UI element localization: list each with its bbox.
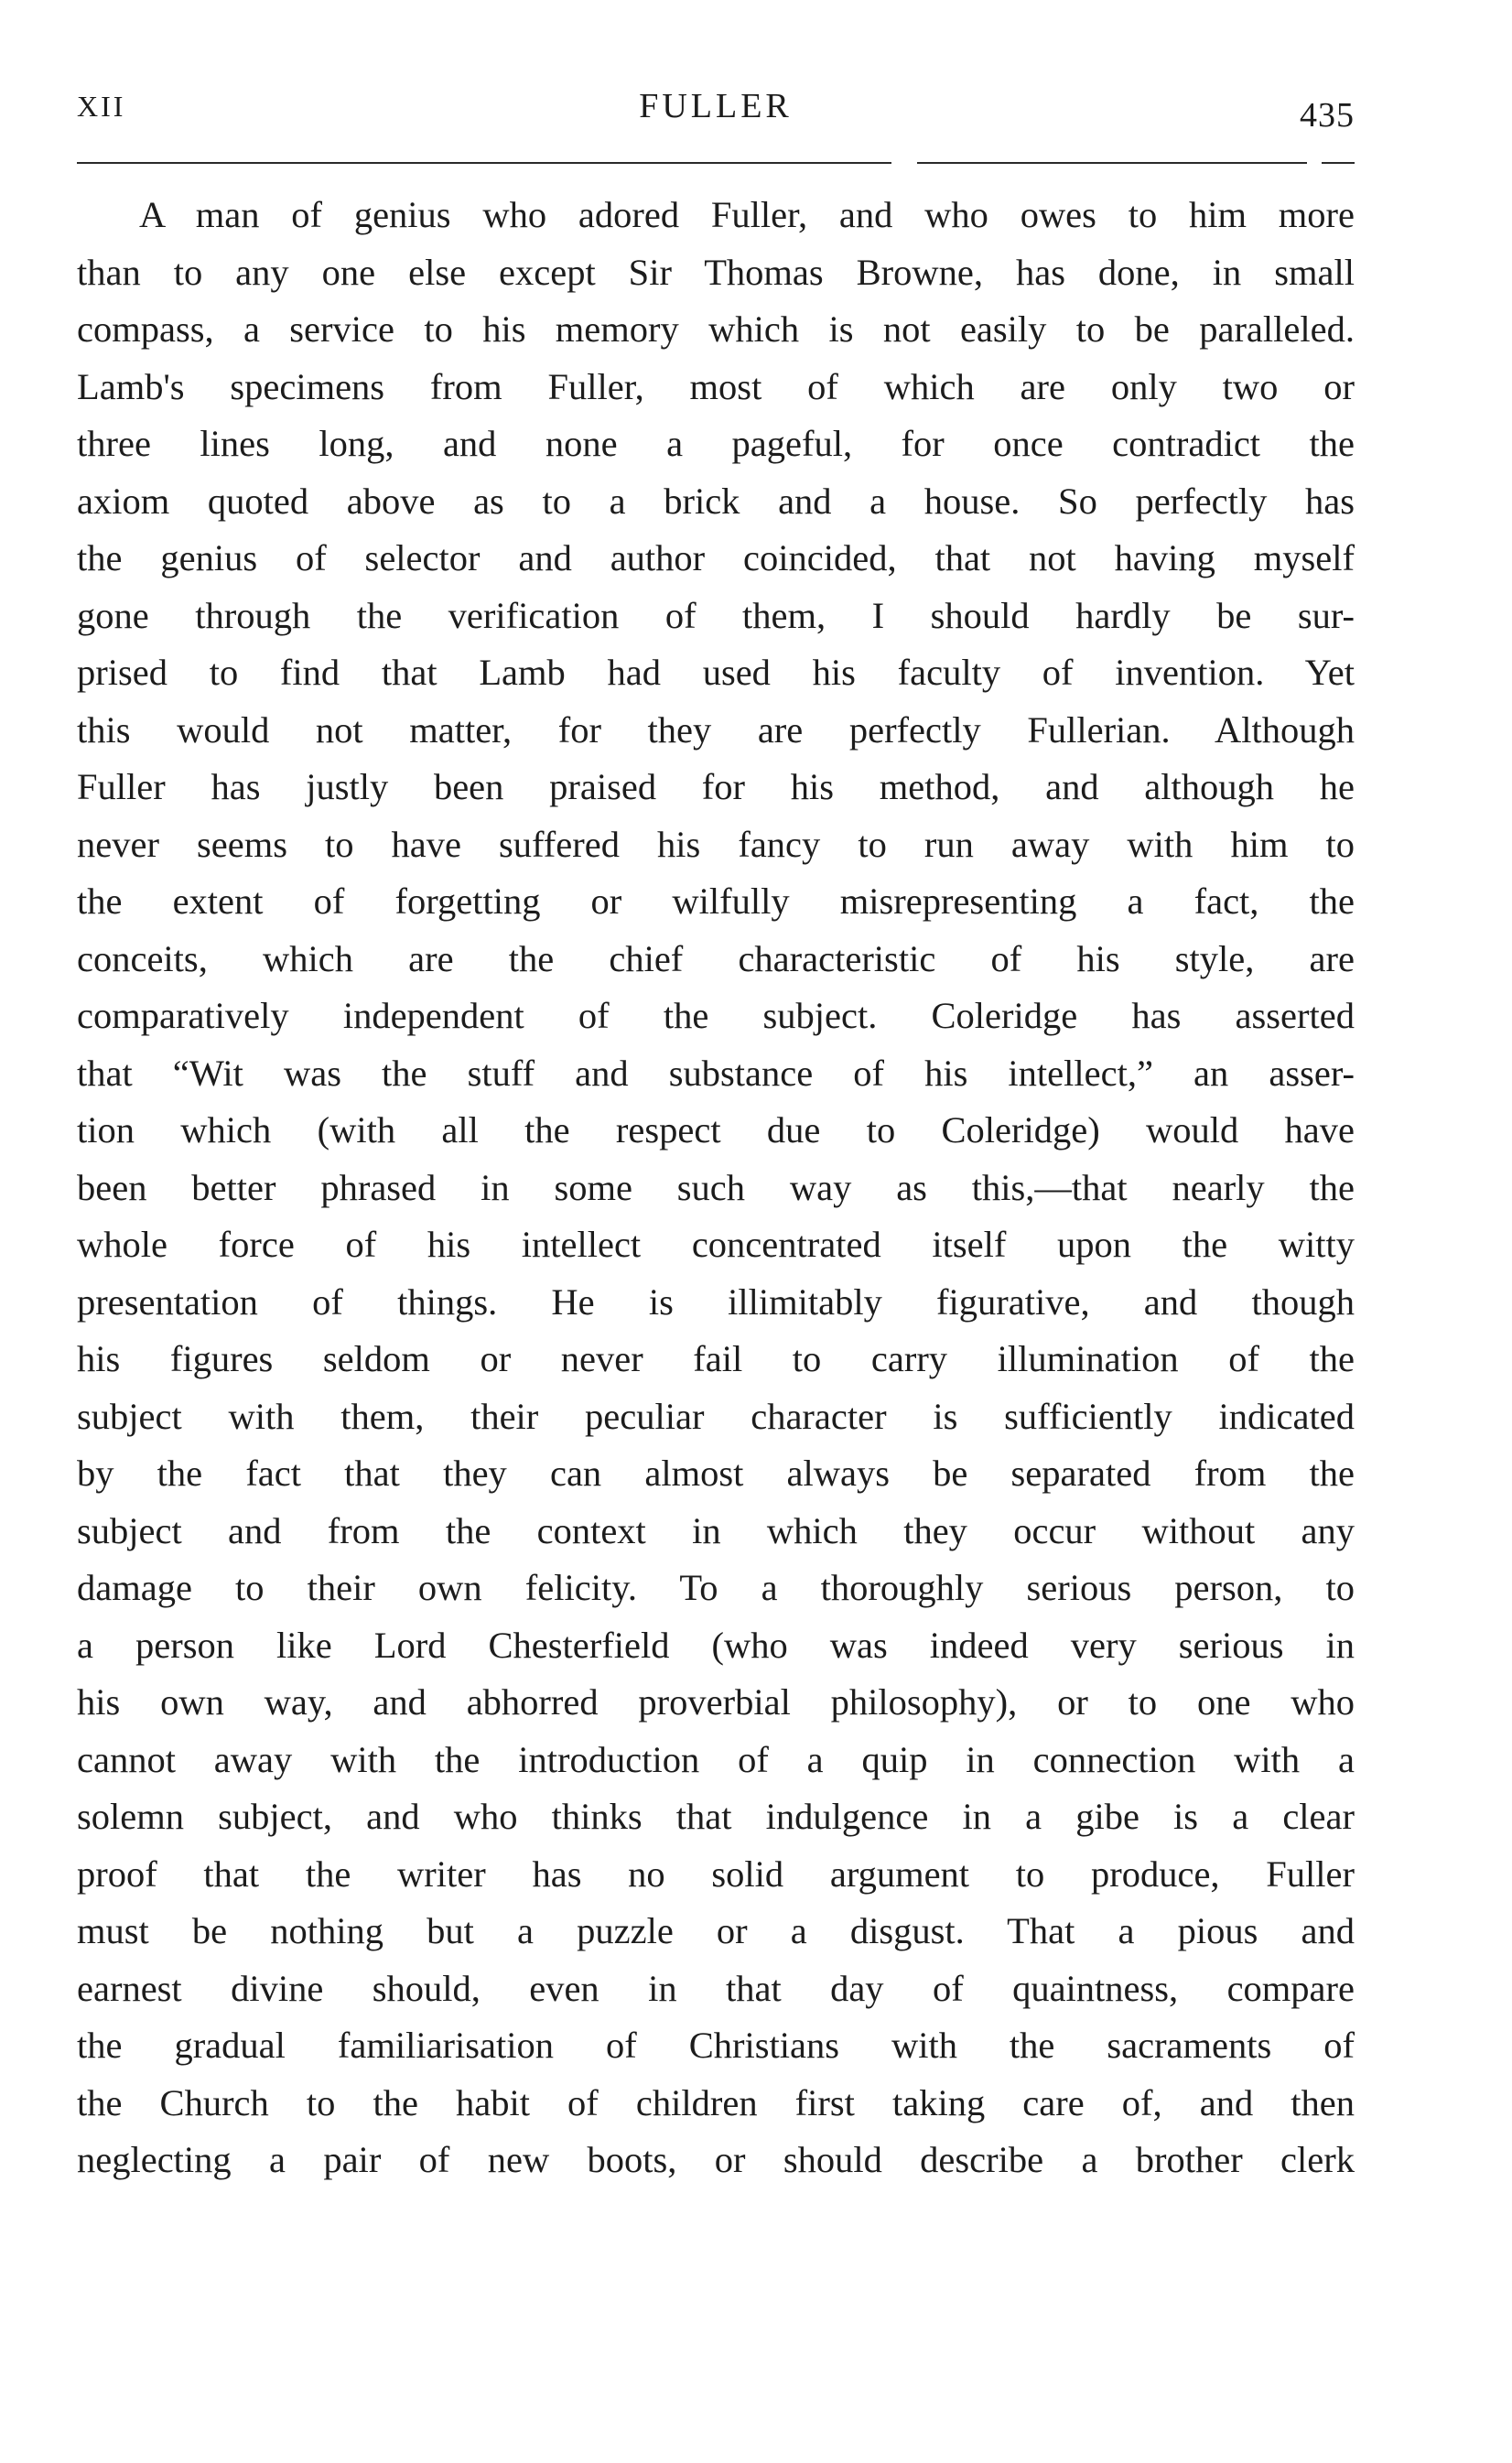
text-line: subject with them, their peculiar character is sufficiently indicated	[77, 1395, 1355, 1437]
page-number: 435	[1300, 96, 1355, 135]
text-line: by the fact that they can almost always be separated from the	[77, 1453, 1355, 1494]
running-title: FULLER	[639, 87, 793, 125]
text-line: conceits, which are the chief characteristic of his style, are	[77, 937, 1355, 979]
text-line: whole force of his intellect concentrated itself upon the witty	[77, 1224, 1355, 1265]
text-line: must be nothing but a puzzle or a disgust. That a pious and	[77, 1910, 1355, 1951]
text-line: axiom quoted above as to a brick and a house. So perfectly has	[77, 480, 1355, 522]
text-line: earnest divine should, even in that day of quaintness, compare	[77, 1967, 1355, 2009]
body-paragraph	[77, 187, 1355, 2189]
running-header	[77, 86, 1355, 141]
text-line: been better phrased in some such way as this,—that nearly the	[77, 1166, 1355, 1208]
text-line: compass, a service to his memory which is not easily to be paralleled.	[77, 308, 1355, 350]
text-line: a person like Lord Chesterfield (who was indeed very serious in	[77, 1624, 1355, 1666]
text-line: his own way, and abhorred proverbial philosophy), or to one who	[77, 1681, 1355, 1723]
text-line: the Church to the habit of children first taking care of, and then	[77, 2081, 1355, 2123]
text-line: A man of genius who adored Fuller, and who owes to him more	[139, 194, 1355, 235]
text-line: comparatively independent of the subject. Coleridge has asserted	[77, 995, 1355, 1036]
chapter-numeral: XII	[77, 90, 126, 123]
text-line: Lamb's specimens from Fuller, most of which are only two or	[77, 365, 1355, 407]
text-line: the genius of selector and author coincided, that not having myself	[77, 537, 1355, 578]
text-line: this would not matter, for they are perfectly Fullerian. Although	[77, 708, 1355, 751]
text-line: never seems to have suffered his fancy to run away with him to	[77, 823, 1355, 865]
header-rule	[1322, 162, 1355, 164]
text-line: gone through the verification of them, I should hardly be sur-	[77, 594, 1355, 636]
header-rule	[77, 162, 891, 164]
text-line: damage to their own felicity. To a thoroughly serious person, to	[77, 1567, 1355, 1608]
text-line: the gradual familiarisation of Christians with the sacraments of	[77, 2025, 1355, 2066]
text-line: his figures seldom or never fail to carry illumination of the	[77, 1338, 1355, 1379]
text-line: subject and from the context in which they occur without any	[77, 1509, 1355, 1551]
text-line: solemn subject, and who thinks that indulgence in a gibe is a clear	[77, 1796, 1355, 1837]
text-line: tion which (with all the respect due to Coleridge) would have	[77, 1109, 1355, 1150]
text-line: proof that the writer has no solid argument to produce, Fuller	[77, 1853, 1355, 1895]
text-line: cannot away with the introduction of a quip in connection with a	[77, 1738, 1355, 1780]
text-line: than to any one else except Sir Thomas Browne, has done, in small	[77, 251, 1355, 293]
text-line: Fuller has justly been praised for his method, and although he	[77, 766, 1355, 807]
text-line: that “Wit was the stuff and substance of his intellect,” an asser-	[77, 1052, 1355, 1094]
text-line: neglecting a pair of new boots, or should describe a brother clerk	[77, 2139, 1355, 2180]
text-line: prised to find that Lamb had used his faculty of invention. Yet	[77, 652, 1355, 693]
text-line: presentation of things. He is illimitably figurative, and though	[77, 1280, 1355, 1323]
text-line: the extent of forgetting or wilfully misrepresenting a fact, the	[77, 880, 1355, 922]
text-line: three lines long, and none a pageful, for once contradict the	[77, 423, 1355, 464]
header-rule	[917, 162, 1307, 164]
